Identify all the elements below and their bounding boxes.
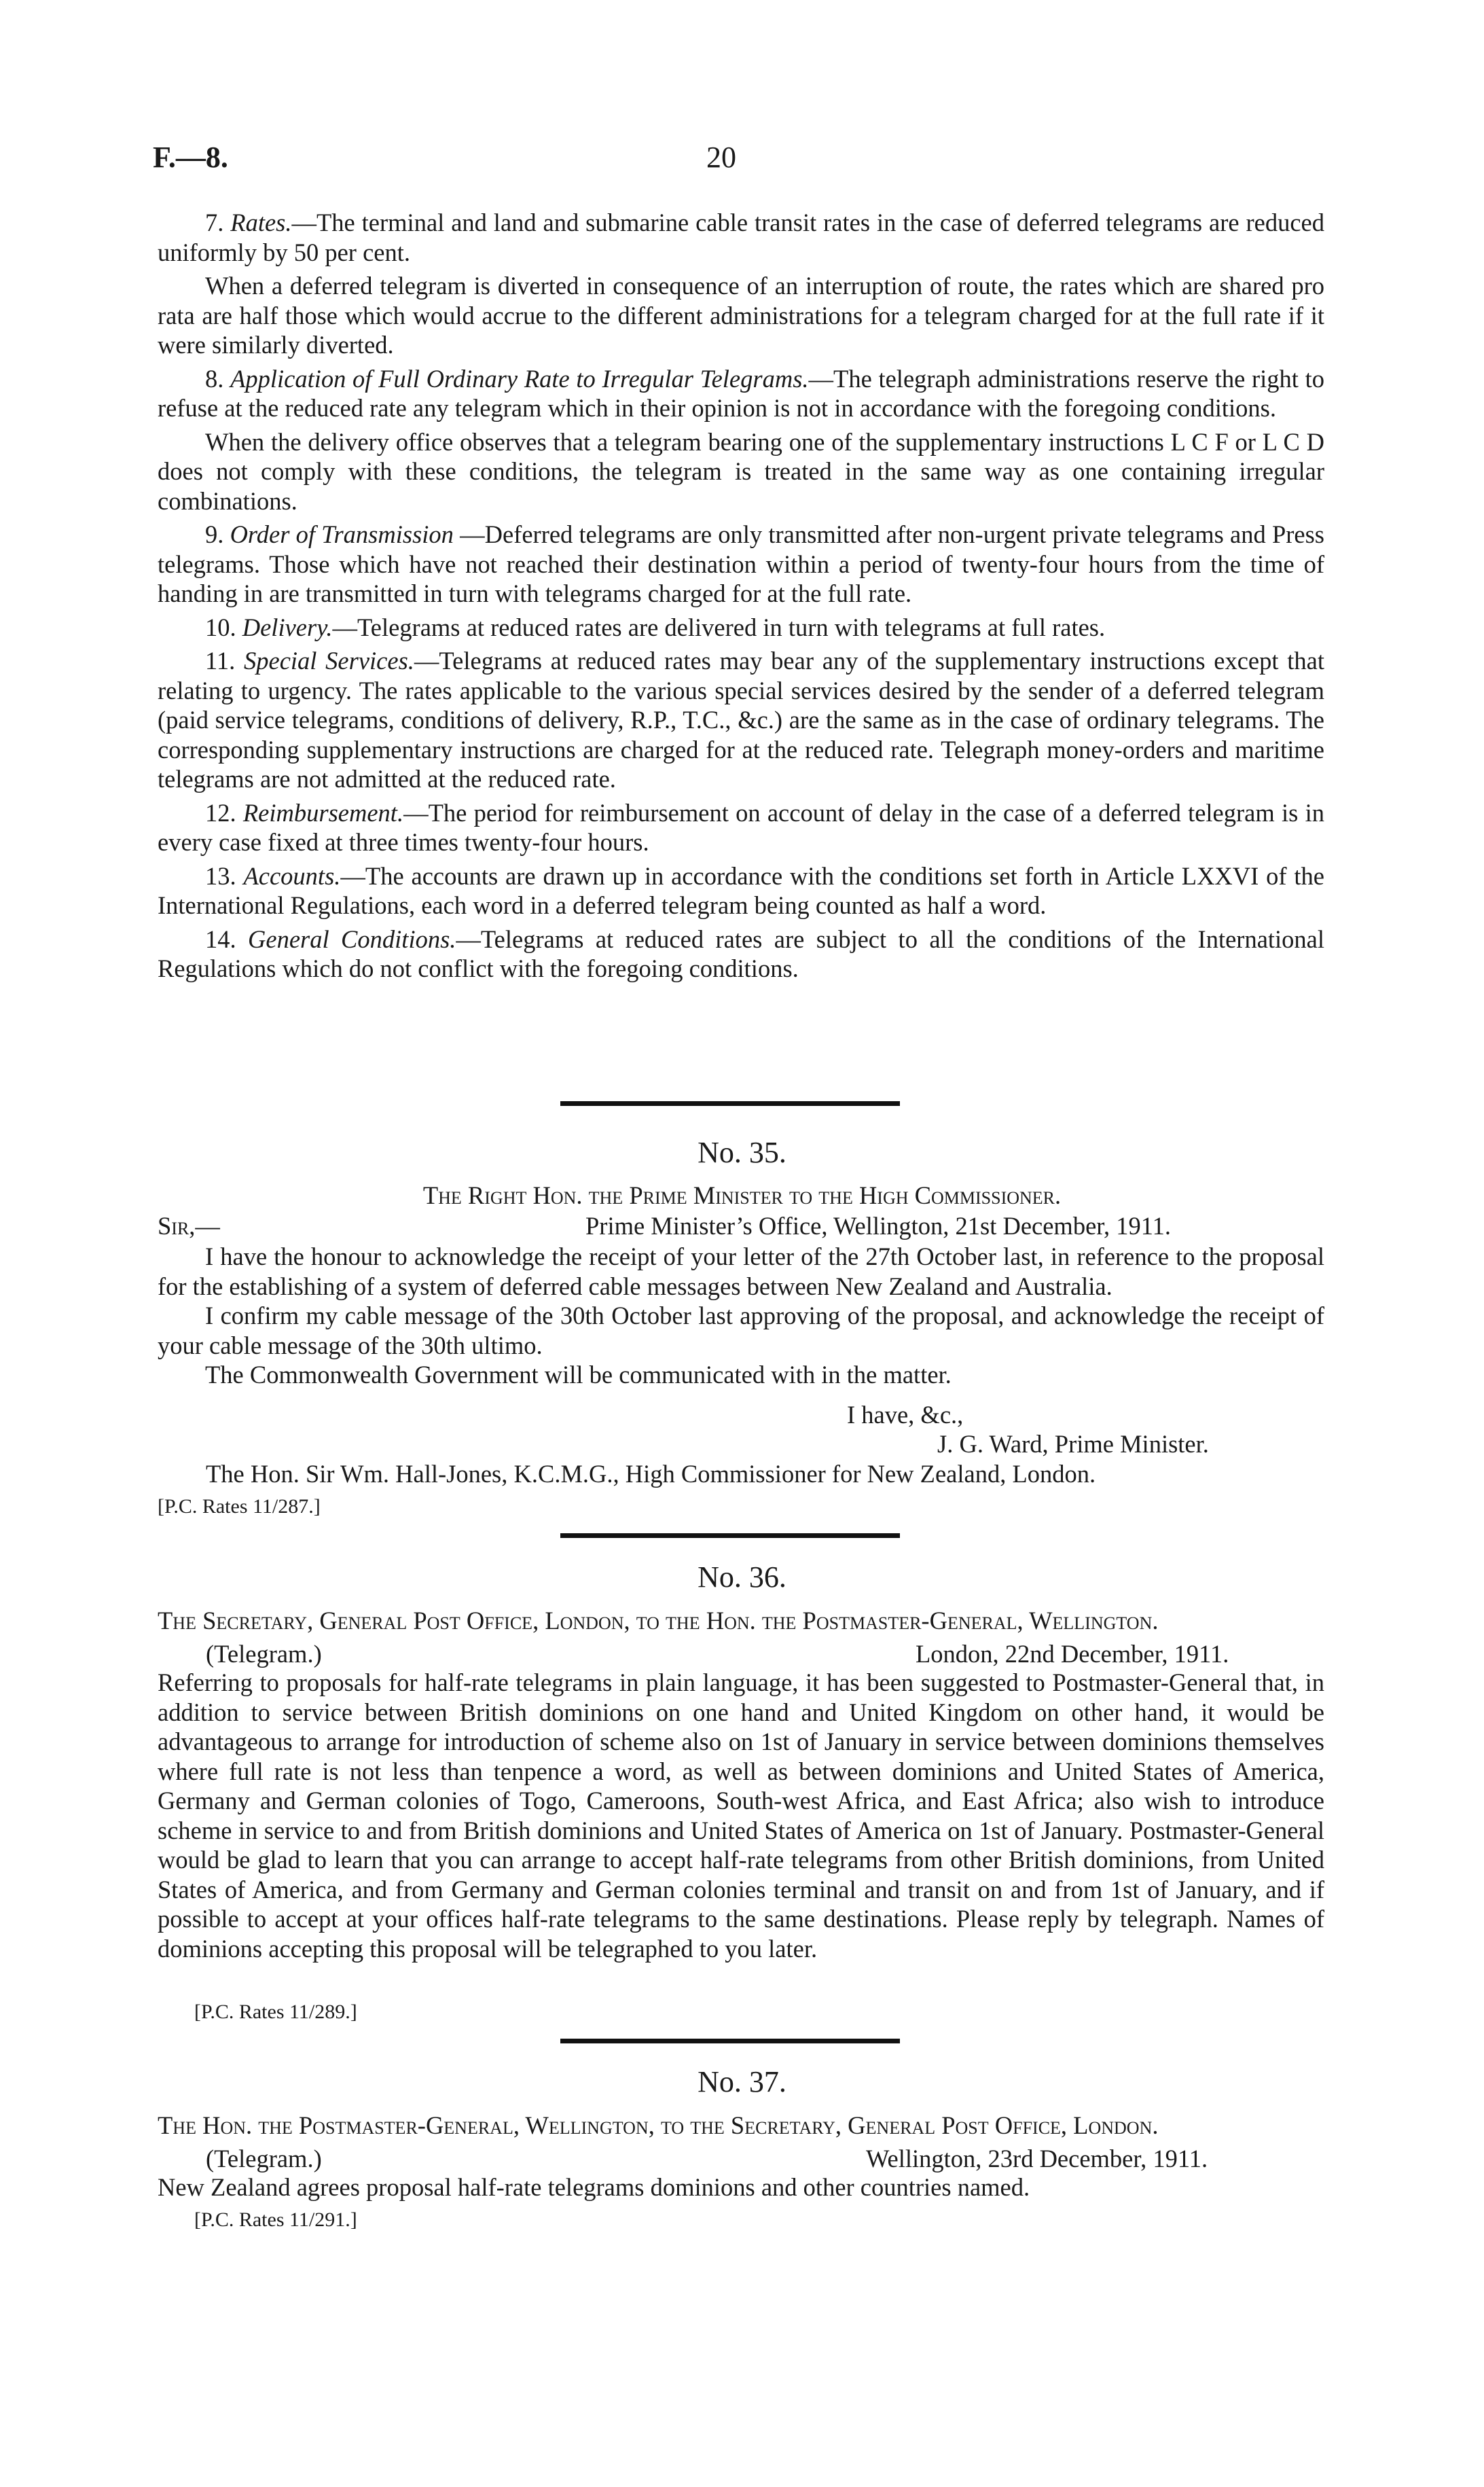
no35-letter-body: [158, 1242, 1324, 1390]
paragraph-12: 12. Reimbursement.—The period for reimbursement on account of delay in the case of a deferred telegram is in every case fixed at three times twenty-four hours.: [158, 798, 1325, 856]
paragraph-8-continuation: When the delivery office observes that a telegram bearing one of the supplementary instructions L C F or L C D does not comply with these conditions, the telegram is treated in the same way as one containing irregular combinations.: [158, 427, 1324, 515]
no35-salutation: Sir,—: [158, 1212, 220, 1240]
paragraph-7: 7. Rates.—The terminal and land and submarine cable transit rates in the case of deferred telegrams are reduced uniformly by 50 per cent.: [158, 209, 1325, 266]
no36-file-reference: [P.C. Rates 11/289.]: [194, 2001, 357, 2023]
section-heading-no36: No. 36.: [698, 1560, 786, 1594]
no36-dateline: London, 22nd December, 1911.: [916, 1640, 1229, 1668]
no36-telegram-text: Referring to proposals for half-rate telegrams in plain language, it has been suggested to Postmaster-General that, in addition to service between British dominions on one hand and United Kingdom on other hand, it would be advantageous to arrange for introduction of scheme also on 1st of January in service between dominions themselves where full rate is not less than tenpence a word, as well as between dominions and United States of America, Germany and German colonies of Togo, Cameroons, South-west Africa, and East Africa; also wish to introduce scheme in service to and from British dominions and United States of America on 1st of January. Postmaster-General would be glad to learn that you can arrange to accept half-rate telegrams from other British dominions, from United States of America, and from Germany and German colonies terminal and transit on and from 1st of January, and if possible to accept at your offices half-rate telegrams to the same destinations. Please reply by telegraph. Names of dominions accepting this proposal will be telegraphed to you later.: [158, 1668, 1324, 1963]
no35-paragraph-2: I confirm my cable message of the 30th October last approving of the proposal, and acknowledge the receipt of your cable message of the 30th ultimo.: [158, 1302, 1324, 1359]
section-divider: [560, 2039, 900, 2043]
paragraph-10: 10. Delivery.—Telegrams at reduced rates are delivered in turn with telegrams at full rates.: [205, 613, 1106, 641]
section-heading-no35: No. 35.: [698, 1136, 786, 1169]
no35-paragraph-3: The Commonwealth Government will be communicated with in the matter.: [205, 1361, 952, 1389]
no35-paragraph-1: I have the honour to acknowledge the receipt of your letter of the 27th October last, in reference to the proposal for the establishing of a system of deferred cable messages between New Zealand and Australia.: [158, 1242, 1324, 1300]
no36-route: The Secretary, General Post Office, London, to the Hon. the Postmaster-General, Wellington.: [158, 1607, 1159, 1634]
no37-telegram-text: New Zealand agrees proposal half-rate telegrams dominions and other countries named.: [158, 2173, 1030, 2201]
section-heading-no37: No. 37.: [698, 2065, 786, 2098]
paragraph-14: 14. General Conditions.—Telegrams at reduced rates are subject to all the conditions of the International Regulations which do not conflict with the foregoing conditions.: [158, 925, 1325, 982]
no37-telegram-label: (Telegram.): [206, 2145, 322, 2172]
no36-telegram-body: [158, 1668, 1324, 1963]
no35-closing: I have, &c.,: [847, 1401, 964, 1429]
section-divider: [560, 1101, 900, 1106]
paragraph-9: 9. Order of Transmission —Deferred telegrams are only transmitted after non-urgent private telegrams and Press telegrams. Those which have not reached their destination within a period of twenty-four hours from the time of handing in are transmitted in turn with telegrams charged for at the full rate.: [158, 520, 1325, 607]
no37-dateline: Wellington, 23rd December, 1911.: [866, 2145, 1208, 2172]
no36-telegram-label: (Telegram.): [206, 1640, 322, 1668]
no35-file-reference: [P.C. Rates 11/287.]: [158, 1495, 321, 1518]
conditions-section: [158, 208, 1324, 988]
paragraph-7-continuation: When a deferred telegram is diverted in consequence of an interruption of route, the rates which are shared pro rata are half those which would accrue to the different administrations for a telegram charged for at the full rate if it were similarly diverted.: [158, 272, 1324, 359]
section-divider: [560, 1533, 900, 1538]
paragraph-11: 11. Special Services.—Telegrams at reduced rates may bear any of the supplementary instructions except that relating to urgency. The rates applicable to the various special services desired by the sender of a deferred telegram (paid service telegrams, conditions of delivery, R.P., T.C., &c.) are the same as in the case of ordinary telegrams. The corresponding supplementary instructions are charged for at the reduced rate. Telegraph money-orders and maritime telegrams are not admitted at the reduced rate.: [158, 647, 1324, 793]
no35-route: The Right Hon. the Prime Minister to the High Commissioner.: [422, 1181, 1062, 1209]
paragraph-8: 8. Application of Full Ordinary Rate to Irregular Telegrams.—The telegraph administrations reserve the right to refuse at the reduced rate any telegram which in their opinion is not in accordance with the foregoing conditions.: [158, 364, 1324, 422]
no37-route: The Hon. the Postmaster-General, Wellington, to the Secretary, General Post Office, London.: [158, 2111, 1159, 2139]
no35-addressee: The Hon. Sir Wm. Hall-Jones, K.C.M.G., High Commissioner for New Zealand, London.: [206, 1460, 1096, 1488]
document-reference: F.—8.: [153, 141, 228, 174]
page-number: 20: [706, 141, 736, 174]
no37-file-reference: [P.C. Rates 11/291.]: [194, 2208, 357, 2231]
paragraph-13: 13. Accounts.—The accounts are drawn up in accordance with the conditions set forth in Article LXXVI of the International Regulations, each word in a deferred telegram being counted as half a word.: [158, 861, 1324, 919]
no35-signature: J. G. Ward, Prime Minister.: [937, 1430, 1209, 1458]
no35-dateline: Prime Minister’s Office, Wellington, 21st December, 1911.: [585, 1212, 1171, 1240]
